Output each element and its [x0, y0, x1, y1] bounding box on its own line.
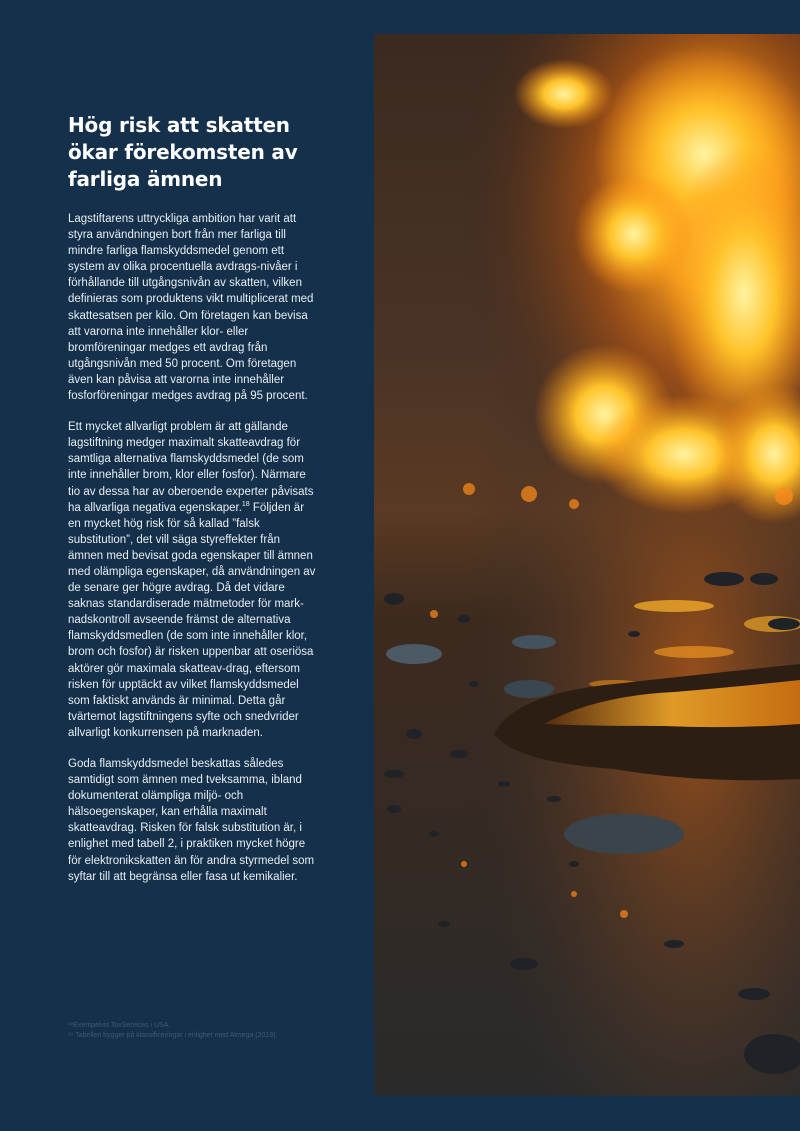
fire-photo [374, 34, 800, 1096]
paragraph-2 [68, 419, 318, 741]
fire-photo-illustration [374, 34, 800, 1096]
footnote-19: ¹⁹ Tabellen bygger på klassificeringar i enlighet med Almega (2019). [68, 1032, 278, 1039]
article-heading: Hög risk att skatten ökar förekomsten av farliga ämnen [68, 113, 298, 191]
article-column [68, 112, 318, 900]
paragraph-1: Lagstiftarens uttryckliga ambition har varit att styra användningen bort från mer farliga till mindre farliga flamskyddsmedel genom ett system av olika procentuella avdrags-nivåer i förhållande till utgångsnivån av skatten, vilken definieras som produktens vikt multiplicerat med skattesatsen per kilo. Om företagen kan bevisa att varorna inte innehåller klor- eller bromföreningar medges ett avdrag från utgångsnivån med 50 procent. Om företagen även kan påvisa att varorna inte innehåller fosforföreningar medges avdrag på 95 procent. [68, 213, 314, 403]
paragraph-2-part-1: Ett mycket allvarligt problem är att gällande lagstiftning medger maximalt skatteavdrag för samtliga alternativa flamskyddsmedel (de som inte innehåller brom, klor eller fosfor). Närmare tio av dessa har av oberoende experter påvisats ha allvarliga negativa egenskaper. [68, 421, 314, 514]
paragraph-3: Goda flamskyddsmedel beskattas således samtidigt som ämnen med tveksamma, ibland dokumenterat olämpliga miljö- och hälsoegenskaper, kan erhålla maximalt skatteavdrag. Risken för falsk substitution är, i enlighet med tabell 2, i praktiken mycket högre för elektronikskatten än för andra styrmedel som syftar till att begränsa eller fasa ut kemikalier. [68, 758, 315, 883]
paragraph-2-part-2: Följden är en mycket hög risk för så kallad ”falsk substitution”, det vill säga styreffekter från ämnen med bevisat goda egenskaper till ämnen med olämpliga egenskaper, då användningen av de senare ger högre avdrag. Då det vidare saknas standardiserade mätmetoder för mark-nadskontroll avseende främst de alternativa flamskyddsmedlen (de som inte innehåller klor, brom och fosfor) är risken uppenbar att oseriösa aktörer gör maximala skatteav-drag, eftersom risken för upptäckt av vilket flamskyddsmedel som faktiskt används är minimal. Detta går tvärtemot lagstiftningens syfte och snedvrider allvarligt konkurrensen på marknaden. [68, 501, 316, 739]
footnote-18: ¹⁸Exempelvis ToxServices i USA. [68, 1022, 171, 1029]
footnote-ref-18[interactable]: 18 [241, 500, 250, 508]
footnotes [68, 1021, 358, 1041]
